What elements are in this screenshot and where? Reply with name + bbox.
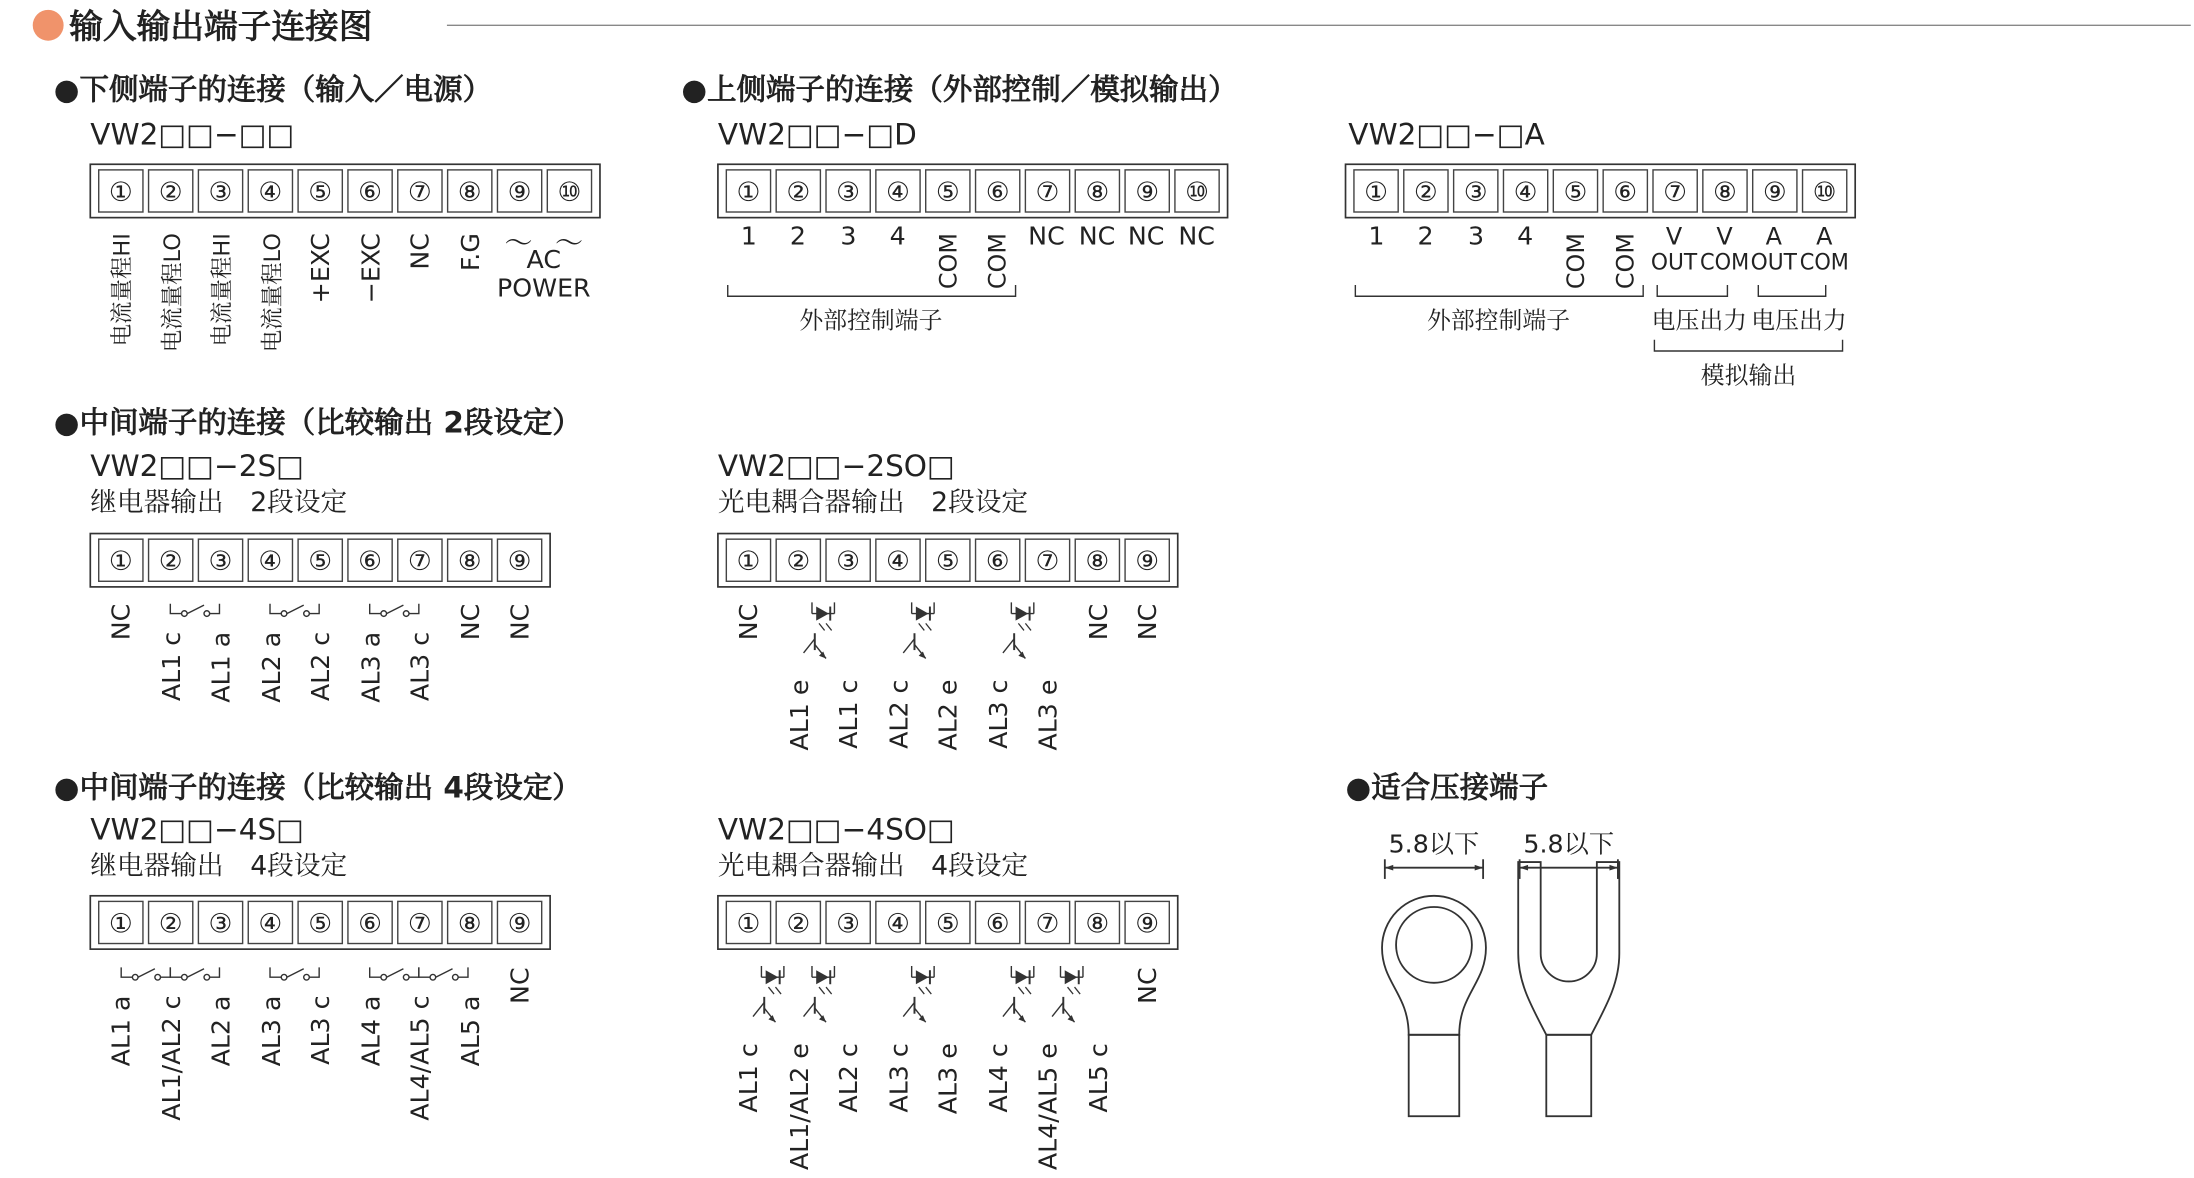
terminal-number: ③ [836, 176, 861, 208]
terminal-number: ⑤ [308, 546, 333, 578]
g-label-8: AL5 c [1083, 1043, 1113, 1113]
e-label-1: NC [734, 603, 764, 641]
terminal-number: ⑨ [1762, 176, 1787, 208]
terminal-number: ③ [208, 176, 233, 208]
f-label-6: AL4 a [356, 995, 386, 1067]
f-label-3: AL2 a [206, 995, 236, 1067]
terminal-number: ④ [1513, 176, 1538, 208]
section-mid4-heading: ●中间端子的连接（比较输出 4段设定） [53, 770, 582, 805]
f-label-9: NC [505, 967, 535, 1004]
crimp-dim-ring: 5.8以下 [1388, 829, 1480, 859]
c-a-10: A [1816, 222, 1833, 251]
terminal-number: ④ [258, 176, 283, 208]
a-label-2: 电流量程LO [160, 233, 187, 353]
terminal-number: ⑥ [1613, 176, 1638, 208]
header-dot [33, 10, 64, 41]
terminal-number: ① [736, 176, 761, 208]
terminal-number: ⑤ [935, 176, 960, 208]
e-label-2: AL1 e [784, 679, 814, 751]
terminal-number: ⑥ [985, 546, 1010, 578]
f-label-8: AL5 a [456, 995, 486, 1067]
terminal-number: ⑦ [407, 908, 432, 940]
b-label-3: 3 [840, 221, 857, 251]
model-e: VW2□□−2SO□ [717, 448, 955, 483]
terminal-number: ③ [836, 908, 861, 940]
terminal-number: ⑨ [1135, 176, 1160, 208]
a-label-7: NC [405, 233, 435, 270]
d-label-9: NC [505, 603, 535, 641]
f-label-1: AL1 a [106, 995, 136, 1067]
terminal-number: ④ [886, 176, 910, 208]
relay-contact-f2 [170, 967, 219, 980]
b-label-2: 2 [789, 221, 806, 251]
c-out-9: OUT [1750, 249, 1798, 276]
d-label-2: AL1 c [157, 631, 187, 702]
terminal-number: ⑨ [507, 546, 532, 578]
subtitle-g: 光电耦合器输出 4段设定 [717, 850, 1029, 882]
opto-coupler-g2 [804, 966, 835, 1022]
relay-contact-f4 [370, 967, 419, 980]
b-label-6: COM [983, 233, 1012, 290]
g-label-4: AL3 c [884, 1043, 914, 1113]
c-amp-label: 电压出力 [1751, 306, 1847, 335]
relay-contact-f1 [121, 967, 170, 980]
opto-coupler-2 [903, 602, 934, 658]
relay-contact-3 [370, 604, 419, 617]
g-label-7: AL4/AL5 e [1033, 1043, 1063, 1171]
terminal-block-e [718, 534, 1178, 587]
terminal-number: ② [158, 908, 183, 940]
terminal-number: ⑤ [1563, 176, 1588, 208]
opto-coupler-g5 [1052, 966, 1083, 1022]
section-crimp-heading: ●适合压接端子 [1345, 770, 1549, 805]
terminal-block-b [718, 164, 1228, 217]
d-label-3: AL1 a [206, 631, 236, 703]
crimp-dim-fork: 5.8以下 [1523, 829, 1615, 859]
f-label-5: AL3 c [305, 995, 335, 1065]
model-d: VW2□□−2S□ [90, 448, 305, 483]
a-tilde-9: ～ [504, 226, 533, 260]
page-title: 输入输出端子连接图 [69, 6, 373, 46]
terminal-number: ① [108, 908, 133, 940]
c-label-2: 2 [1417, 221, 1434, 251]
opto-coupler-3 [1003, 602, 1034, 658]
b-label-1: 1 [740, 221, 757, 251]
relay-contact-f5 [419, 967, 468, 980]
terminal-number: ⑧ [1085, 176, 1110, 208]
terminal-number: ⑦ [1035, 176, 1060, 208]
model-a: VW2□□−□□ [90, 117, 295, 152]
model-b: VW2□□−□D [717, 117, 917, 152]
terminal-number: ③ [208, 546, 233, 578]
model-f: VW2□□−4S□ [90, 812, 305, 847]
model-c: VW2□□−□A [1348, 117, 1545, 152]
b-label-5: COM [934, 233, 963, 290]
opto-coupler-g1 [753, 966, 784, 1022]
relay-contact-f3 [270, 967, 319, 980]
terminal-number: ② [786, 176, 811, 208]
f-label-7: AL4/AL5 c [405, 995, 435, 1121]
terminal-number: ⑤ [935, 546, 960, 578]
terminal-number: ⑧ [1085, 908, 1110, 940]
opto-coupler-g4 [1003, 966, 1034, 1022]
e-label-3: AL1 c [833, 679, 863, 749]
model-g: VW2□□−4SO□ [717, 812, 955, 847]
d-label-4: AL2 a [256, 631, 286, 703]
terminal-number: ⑤ [308, 176, 333, 208]
a-label-5: +EXC [305, 233, 335, 304]
terminal-number: ④ [258, 908, 283, 940]
ring-terminal [1382, 859, 1486, 1116]
subtitle-e: 光电耦合器输出 2段设定 [717, 487, 1029, 519]
terminal-number: ⑨ [1135, 546, 1160, 578]
terminal-number: ⑧ [457, 908, 482, 940]
a-label-4: 电流量程LO [259, 233, 286, 353]
subtitle-f: 继电器输出 4段设定 [90, 850, 348, 882]
d-label-7: AL3 c [405, 631, 435, 702]
terminal-number: ⑩ [1185, 176, 1209, 208]
terminal-number: ③ [208, 908, 233, 940]
terminal-number: ⑧ [1713, 176, 1737, 208]
a-tilde-10: ～ [555, 226, 584, 260]
c-a-9: A [1765, 222, 1782, 251]
e-label-7: AL3 e [1033, 679, 1063, 751]
terminal-number: ⑤ [308, 908, 333, 940]
c-volt-bracket [1657, 285, 1727, 296]
e-label-6: AL3 c [984, 679, 1014, 749]
terminal-number: ⑥ [358, 176, 383, 208]
terminal-number: ⑥ [358, 908, 383, 940]
terminal-number: ① [736, 546, 761, 578]
a-ac: AC [526, 245, 562, 275]
terminal-block-g [718, 896, 1178, 949]
c-com-10: COM [1799, 249, 1849, 276]
relay-contact-1 [170, 604, 219, 617]
e-label-9: NC [1132, 603, 1162, 641]
c-v-8: V [1716, 222, 1733, 251]
c-analog-bracket [1654, 340, 1842, 351]
terminal-number: ⑩ [1812, 176, 1837, 208]
d-label-6: AL3 a [356, 631, 386, 703]
terminal-block-d [90, 534, 550, 587]
terminal-number: ② [786, 546, 811, 578]
section-top-heading: ●上侧端子的连接（外部控制／模拟输出） [681, 72, 1238, 107]
c-label-1: 1 [1368, 221, 1385, 251]
terminal-number: ② [158, 176, 183, 208]
b-label-9: NC [1127, 221, 1165, 251]
terminal-number: ⑨ [1135, 908, 1160, 940]
terminal-number: ② [158, 546, 183, 578]
terminal-number: ① [1364, 176, 1389, 208]
a-label-3: 电流量程HI [209, 233, 236, 347]
terminal-number: ⑦ [407, 176, 432, 208]
terminal-number: ① [108, 546, 133, 578]
terminal-number: ① [108, 176, 133, 208]
opto-coupler-g3 [903, 966, 934, 1022]
terminal-number: ⑨ [507, 908, 532, 940]
d-label-5: AL2 c [305, 631, 335, 702]
c-group-bracket [1355, 285, 1643, 296]
terminal-number: ⑦ [1035, 908, 1060, 940]
terminal-number: ⑥ [358, 546, 383, 578]
terminal-number: ⑦ [1035, 546, 1060, 578]
terminal-number: ④ [886, 546, 910, 578]
relay-contact-2 [270, 604, 319, 617]
fork-terminal [1518, 859, 1619, 1116]
terminal-number: ⑦ [407, 546, 432, 578]
e-label-5: AL2 e [933, 679, 963, 751]
terminal-block-c [1346, 164, 1856, 217]
d-label-1: NC [106, 603, 136, 641]
terminal-block-a [90, 164, 600, 217]
c-com-8: COM [1700, 249, 1750, 276]
g-label-1: AL1 c [734, 1043, 764, 1113]
c-analog-label: 模拟输出 [1700, 361, 1797, 390]
terminal-number: ⑧ [457, 176, 482, 208]
terminal-number: ⑥ [985, 908, 1010, 940]
c-group-label: 外部控制端子 [1426, 306, 1571, 335]
c-amp-bracket [1758, 285, 1825, 296]
b-label-8: NC [1078, 221, 1116, 251]
a-label-6: −EXC [356, 233, 386, 304]
terminal-number: ⑧ [1085, 546, 1110, 578]
terminal-number: ④ [886, 908, 910, 940]
section-mid2-heading: ●中间端子的连接（比较输出 2段设定） [53, 405, 582, 440]
g-label-2: AL1/AL2 e [784, 1043, 814, 1171]
g-label-3: AL2 c [833, 1043, 863, 1113]
terminal-number: ⑦ [1663, 176, 1688, 208]
b-group-label: 外部控制端子 [799, 306, 943, 335]
opto-coupler-1 [804, 602, 835, 658]
d-label-8: NC [456, 603, 486, 641]
a-power: POWER [496, 273, 591, 303]
c-label-3: 3 [1468, 221, 1485, 251]
terminal-number: ⑥ [985, 176, 1010, 208]
e-label-8: NC [1083, 603, 1113, 641]
c-label-5: COM [1562, 233, 1591, 290]
section-bottom-heading: ●下侧端子的连接（输入／电源） [53, 72, 493, 107]
terminal-number: ③ [1463, 176, 1488, 208]
c-label-6: COM [1611, 233, 1640, 290]
f-label-2: AL1/AL2 c [157, 995, 187, 1121]
c-v-7: V [1665, 222, 1683, 251]
f-label-4: AL3 a [256, 995, 286, 1067]
terminal-number: ③ [836, 546, 861, 578]
g-label-9: NC [1132, 967, 1162, 1004]
e-label-4: AL2 c [884, 679, 914, 749]
a-label-1: 电流量程HI [109, 233, 136, 347]
terminal-number: ④ [258, 546, 283, 578]
terminal-number: ⑩ [557, 176, 582, 208]
subtitle-d: 继电器输出 2段设定 [90, 487, 348, 519]
b-label-7: NC [1028, 221, 1065, 251]
terminal-number: ② [1413, 176, 1438, 208]
a-label-8: F.G [456, 233, 486, 272]
b-group-bracket [728, 285, 1016, 296]
terminal-number: ⑤ [935, 908, 960, 940]
c-volt-label: 电压出力 [1651, 306, 1748, 335]
g-label-6: AL4 c [984, 1043, 1014, 1113]
g-label-5: AL3 e [933, 1043, 963, 1115]
terminal-number: ⑧ [457, 546, 482, 578]
terminal-number: ① [736, 908, 761, 940]
terminal-block-f [90, 896, 550, 949]
terminal-number: ⑨ [507, 176, 532, 208]
c-label-4: 4 [1517, 221, 1534, 251]
c-out-7: OUT [1650, 249, 1698, 276]
b-label-4: 4 [889, 221, 906, 251]
terminal-number: ② [786, 908, 811, 940]
b-label-10: NC [1178, 221, 1215, 251]
